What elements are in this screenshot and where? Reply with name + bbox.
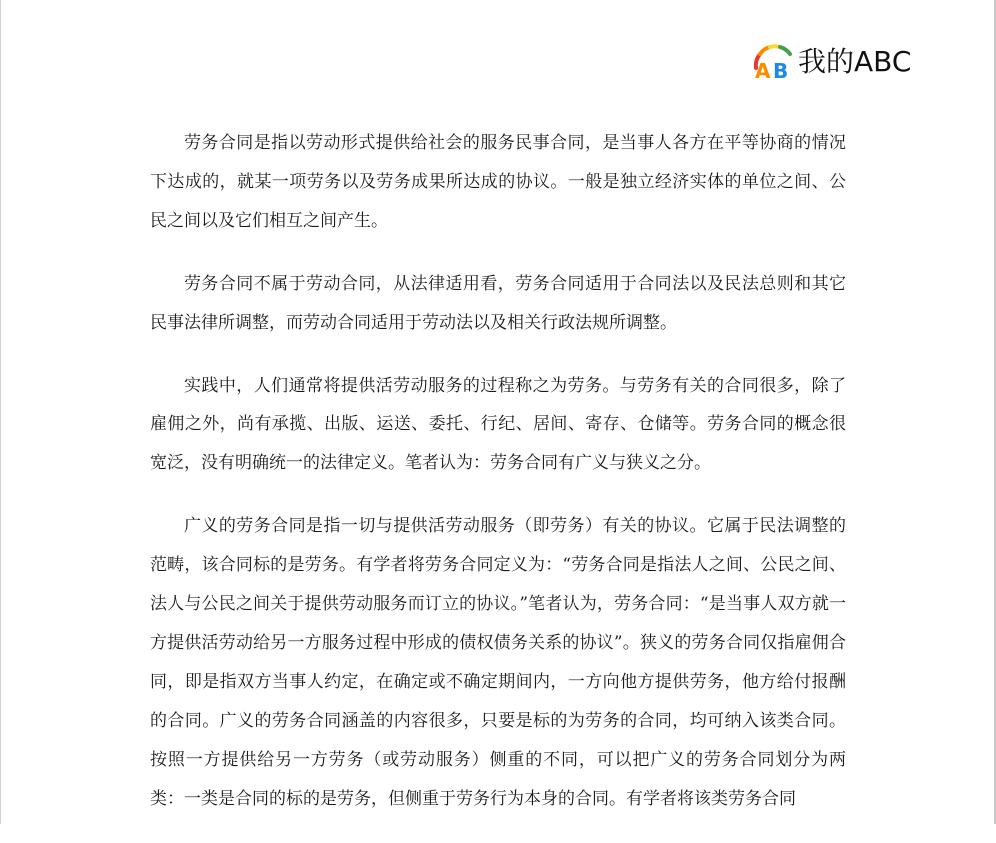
abc-logo-icon	[752, 42, 796, 82]
svg-text:A: A	[755, 59, 771, 82]
paragraph-2: 劳务合同不属于劳动合同，从法律适用看，劳务合同适用于合同法以及民法总则和其它民事法律所调整，而劳动合同适用于劳动法以及相关行政法规所调整。	[150, 273, 846, 333]
paragraph-1: 劳务合同是指以劳动形式提供给社会的服务民事合同，是当事人各方在平等协商的情况下达成的，就某一项劳务以及劳务成果所达成的协议。一般是独立经济实体的单位之间、公民之间以及它们相互之间产生。	[150, 133, 846, 231]
svg-text:B: B	[773, 59, 789, 82]
logo-text: 我的ABC	[798, 45, 912, 78]
site-logo	[752, 40, 911, 84]
document-body	[150, 124, 846, 843]
page-edge-left	[0, 0, 1, 824]
paragraph-4: 广义的劳务合同是指一切与提供活劳动服务（即劳务）有关的协议。它属于民法调整的范畴，该合同标的是劳务。有学者将劳务合同定义为：“劳务合同是指法人之间、公民之间、法人与公民之间关于提供劳动服务而订立的协议。”笔者认为，劳务合同：“是当事人双方就一方提供活劳动给另一方服务过程中形成的债权债务关系的协议”。狭义的劳务合同仅指雇佣合同，即是指双方当事人约定，在确定或不确定期间内，一方向他方提供劳务，他方给付报酬的合同。广义的劳务合同涵盖的内容很多，只要是标的为劳务的合同，均可纳入该类合同。按照一方提供给另一方劳务（或劳动服务）侧重的不同，可以把广义的劳务合同划分为两类：一类是合同的标的是劳务，但侧重于劳务行为本身的合同。有学者将该类劳务合同	[150, 516, 846, 809]
paragraph-3: 实践中，人们通常将提供活劳动服务的过程称之为劳务。与劳务有关的合同很多，除了雇佣之外，尚有承揽、出版、运送、委托、行纪、居间、寄存、仓储等。劳务合同的概念很宽泛，没有明确统一的法律定义。笔者认为：劳务合同有广义与狭义之分。	[150, 375, 846, 474]
